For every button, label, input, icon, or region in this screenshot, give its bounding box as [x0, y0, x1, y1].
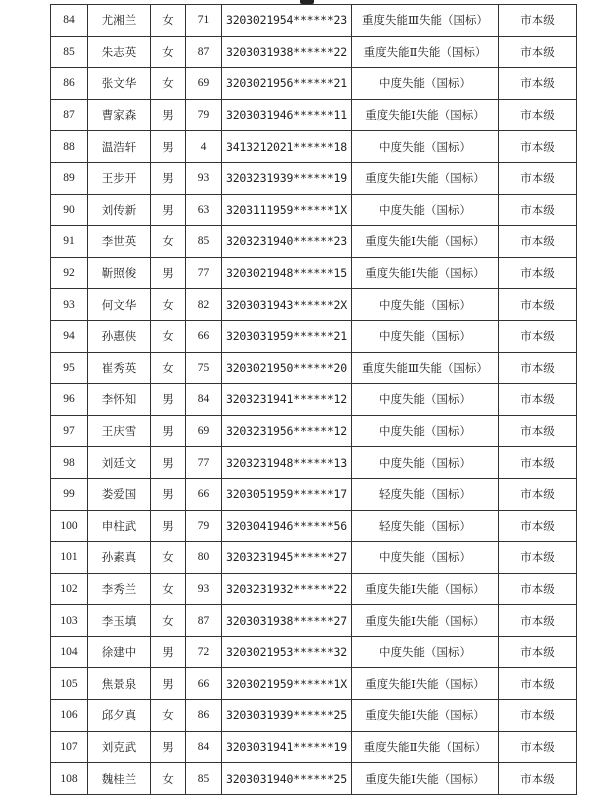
sex-cell: 男 — [151, 99, 186, 131]
jurisdiction-cell: 市本级 — [499, 194, 577, 226]
jurisdiction-cell: 市本级 — [499, 352, 577, 384]
sex-cell: 男 — [151, 668, 186, 700]
name-cell: 刘传新 — [88, 194, 151, 226]
sex-cell: 男 — [151, 162, 186, 194]
table-row — [51, 668, 577, 700]
disability-level-cell: 重度失能Ⅲ失能（国标） — [352, 5, 499, 37]
row-number-cell: 88 — [51, 131, 88, 163]
disability-level-cell: 重度失能Ⅰ失能（国标） — [352, 257, 499, 289]
name-cell: 李怀知 — [88, 384, 151, 416]
id-number-cell: 3203051959******17 — [222, 478, 352, 510]
id-number-cell: 3203021956******21 — [222, 68, 352, 100]
table-row — [51, 194, 577, 226]
row-number-cell: 93 — [51, 289, 88, 321]
name-cell: 尤湘兰 — [88, 5, 151, 37]
age-cell: 71 — [186, 5, 222, 37]
name-cell: 王庆雪 — [88, 415, 151, 447]
table-row — [51, 731, 577, 763]
jurisdiction-cell: 市本级 — [499, 668, 577, 700]
sex-cell: 女 — [151, 605, 186, 637]
disability-level-cell: 中度失能（国标） — [352, 636, 499, 668]
table-row — [51, 573, 577, 605]
sex-cell: 女 — [151, 289, 186, 321]
table-row — [51, 5, 577, 37]
sex-cell: 男 — [151, 636, 186, 668]
jurisdiction-cell: 市本级 — [499, 131, 577, 163]
sex-cell: 女 — [151, 573, 186, 605]
row-number-cell: 90 — [51, 194, 88, 226]
id-number-cell: 3203031943******2X — [222, 289, 352, 321]
sex-cell: 男 — [151, 510, 186, 542]
jurisdiction-cell: 市本级 — [499, 636, 577, 668]
age-cell: 4 — [186, 131, 222, 163]
id-number-cell: 3203021948******15 — [222, 257, 352, 289]
name-cell: 何文华 — [88, 289, 151, 321]
disability-level-cell: 重度失能Ⅱ失能（国标） — [352, 36, 499, 68]
disability-level-cell: 重度失能Ⅱ失能（国标） — [352, 731, 499, 763]
age-cell: 87 — [186, 36, 222, 68]
name-cell: 靳照俊 — [88, 257, 151, 289]
name-cell: 温浩轩 — [88, 131, 151, 163]
disability-level-cell: 中度失能（国标） — [352, 447, 499, 479]
sex-cell: 女 — [151, 5, 186, 37]
row-number-cell: 91 — [51, 226, 88, 258]
row-number-cell: 106 — [51, 700, 88, 732]
table-row — [51, 478, 577, 510]
disability-level-cell: 中度失能（国标） — [352, 194, 499, 226]
row-number-cell: 105 — [51, 668, 88, 700]
name-cell: 王步开 — [88, 162, 151, 194]
disability-level-cell: 中度失能（国标） — [352, 68, 499, 100]
disability-level-cell: 重度失能Ⅰ失能（国标） — [352, 605, 499, 637]
row-number-cell: 96 — [51, 384, 88, 416]
jurisdiction-cell: 市本级 — [499, 700, 577, 732]
age-cell: 69 — [186, 68, 222, 100]
table-row — [51, 384, 577, 416]
sex-cell: 男 — [151, 384, 186, 416]
table-row — [51, 320, 577, 352]
table-row — [51, 162, 577, 194]
sex-cell: 女 — [151, 68, 186, 100]
row-number-cell: 104 — [51, 636, 88, 668]
jurisdiction-cell: 市本级 — [499, 384, 577, 416]
age-cell: 84 — [186, 384, 222, 416]
disability-level-cell: 中度失能（国标） — [352, 384, 499, 416]
row-number-cell: 102 — [51, 573, 88, 605]
disability-roster-table — [50, 4, 577, 795]
disability-level-cell: 重度失能Ⅰ失能（国标） — [352, 573, 499, 605]
jurisdiction-cell: 市本级 — [499, 5, 577, 37]
jurisdiction-cell: 市本级 — [499, 542, 577, 574]
id-number-cell: 3203021954******23 — [222, 5, 352, 37]
row-number-cell: 107 — [51, 731, 88, 763]
id-number-cell: 3203231945******27 — [222, 542, 352, 574]
roster-body — [51, 5, 577, 795]
age-cell: 72 — [186, 636, 222, 668]
sex-cell: 男 — [151, 194, 186, 226]
table-row — [51, 763, 577, 795]
table-row — [51, 352, 577, 384]
row-number-cell: 85 — [51, 36, 88, 68]
id-number-cell: 3203111959******1X — [222, 194, 352, 226]
id-number-cell: 3203041946******56 — [222, 510, 352, 542]
name-cell: 申柱武 — [88, 510, 151, 542]
table-row — [51, 447, 577, 479]
jurisdiction-cell: 市本级 — [499, 162, 577, 194]
name-cell: 娄爱国 — [88, 478, 151, 510]
id-number-cell: 3203031938******22 — [222, 36, 352, 68]
jurisdiction-cell: 市本级 — [499, 573, 577, 605]
sex-cell: 男 — [151, 131, 186, 163]
age-cell: 77 — [186, 257, 222, 289]
age-cell: 93 — [186, 162, 222, 194]
name-cell: 刘克武 — [88, 731, 151, 763]
disability-level-cell: 重度失能Ⅰ失能（国标） — [352, 162, 499, 194]
age-cell: 85 — [186, 226, 222, 258]
row-number-cell: 94 — [51, 320, 88, 352]
jurisdiction-cell: 市本级 — [499, 415, 577, 447]
disability-level-cell: 重度失能Ⅲ失能（国标） — [352, 352, 499, 384]
table-row — [51, 131, 577, 163]
age-cell: 86 — [186, 700, 222, 732]
age-cell: 85 — [186, 763, 222, 795]
id-number-cell: 3203231940******23 — [222, 226, 352, 258]
jurisdiction-cell: 市本级 — [499, 605, 577, 637]
sex-cell: 男 — [151, 731, 186, 763]
id-number-cell: 3203031941******19 — [222, 731, 352, 763]
sex-cell: 女 — [151, 352, 186, 384]
age-cell: 79 — [186, 510, 222, 542]
age-cell: 66 — [186, 478, 222, 510]
id-number-cell: 3203231941******12 — [222, 384, 352, 416]
disability-level-cell: 轻度失能（国标） — [352, 510, 499, 542]
table-row — [51, 415, 577, 447]
name-cell: 徐建中 — [88, 636, 151, 668]
row-number-cell: 95 — [51, 352, 88, 384]
row-number-cell: 101 — [51, 542, 88, 574]
id-number-cell: 3203021953******32 — [222, 636, 352, 668]
row-number-cell: 92 — [51, 257, 88, 289]
sex-cell: 男 — [151, 478, 186, 510]
name-cell: 李玉填 — [88, 605, 151, 637]
disability-level-cell: 中度失能（国标） — [352, 542, 499, 574]
name-cell: 焦景泉 — [88, 668, 151, 700]
sex-cell: 女 — [151, 763, 186, 795]
name-cell: 魏桂兰 — [88, 763, 151, 795]
jurisdiction-cell: 市本级 — [499, 320, 577, 352]
table-row — [51, 289, 577, 321]
table-row — [51, 226, 577, 258]
id-number-cell: 3203021950******20 — [222, 352, 352, 384]
disability-level-cell: 重度失能Ⅰ失能（国标） — [352, 700, 499, 732]
table-row — [51, 700, 577, 732]
disability-level-cell: 重度失能Ⅰ失能（国标） — [352, 763, 499, 795]
table-row — [51, 510, 577, 542]
jurisdiction-cell: 市本级 — [499, 510, 577, 542]
id-number-cell: 3413212021******18 — [222, 131, 352, 163]
disability-level-cell: 中度失能（国标） — [352, 415, 499, 447]
name-cell: 崔秀英 — [88, 352, 151, 384]
age-cell: 80 — [186, 542, 222, 574]
table-row — [51, 36, 577, 68]
sex-cell: 女 — [151, 320, 186, 352]
jurisdiction-cell: 市本级 — [499, 99, 577, 131]
age-cell: 63 — [186, 194, 222, 226]
disability-level-cell: 重度失能Ⅰ失能（国标） — [352, 668, 499, 700]
disability-level-cell: 轻度失能（国标） — [352, 478, 499, 510]
table-row — [51, 99, 577, 131]
age-cell: 84 — [186, 731, 222, 763]
sex-cell: 女 — [151, 542, 186, 574]
jurisdiction-cell: 市本级 — [499, 36, 577, 68]
age-cell: 77 — [186, 447, 222, 479]
name-cell: 孙惠侠 — [88, 320, 151, 352]
name-cell: 邱夕真 — [88, 700, 151, 732]
jurisdiction-cell: 市本级 — [499, 68, 577, 100]
row-number-cell: 99 — [51, 478, 88, 510]
age-cell: 69 — [186, 415, 222, 447]
id-number-cell: 3203231948******13 — [222, 447, 352, 479]
age-cell: 93 — [186, 573, 222, 605]
id-number-cell: 3203231956******12 — [222, 415, 352, 447]
id-number-cell: 3203031959******21 — [222, 320, 352, 352]
table-row — [51, 257, 577, 289]
id-number-cell: 3203231939******19 — [222, 162, 352, 194]
disability-level-cell: 重度失能Ⅰ失能（国标） — [352, 99, 499, 131]
disability-level-cell: 中度失能（国标） — [352, 131, 499, 163]
jurisdiction-cell: 市本级 — [499, 447, 577, 479]
sex-cell: 男 — [151, 415, 186, 447]
table-row — [51, 68, 577, 100]
id-number-cell: 3203031940******25 — [222, 763, 352, 795]
sex-cell: 男 — [151, 257, 186, 289]
id-number-cell: 3203031946******11 — [222, 99, 352, 131]
name-cell: 朱志英 — [88, 36, 151, 68]
name-cell: 曹家森 — [88, 99, 151, 131]
age-cell: 79 — [186, 99, 222, 131]
sex-cell: 男 — [151, 447, 186, 479]
row-number-cell: 98 — [51, 447, 88, 479]
id-number-cell: 3203031938******27 — [222, 605, 352, 637]
disability-level-cell: 中度失能（国标） — [352, 289, 499, 321]
row-number-cell: 86 — [51, 68, 88, 100]
jurisdiction-cell: 市本级 — [499, 763, 577, 795]
age-cell: 87 — [186, 605, 222, 637]
id-number-cell: 3203031939******25 — [222, 700, 352, 732]
name-cell: 李秀兰 — [88, 573, 151, 605]
name-cell: 刘廷文 — [88, 447, 151, 479]
disability-level-cell: 中度失能（国标） — [352, 320, 499, 352]
name-cell: 张文华 — [88, 68, 151, 100]
row-number-cell: 87 — [51, 99, 88, 131]
table-row — [51, 542, 577, 574]
age-cell: 82 — [186, 289, 222, 321]
row-number-cell: 97 — [51, 415, 88, 447]
sex-cell: 女 — [151, 700, 186, 732]
jurisdiction-cell: 市本级 — [499, 731, 577, 763]
disability-level-cell: 重度失能Ⅰ失能（国标） — [352, 226, 499, 258]
age-cell: 66 — [186, 320, 222, 352]
age-cell: 75 — [186, 352, 222, 384]
row-number-cell: 89 — [51, 162, 88, 194]
id-number-cell: 3203231932******22 — [222, 573, 352, 605]
name-cell: 孙素真 — [88, 542, 151, 574]
row-number-cell: 100 — [51, 510, 88, 542]
age-cell: 66 — [186, 668, 222, 700]
jurisdiction-cell: 市本级 — [499, 289, 577, 321]
id-number-cell: 3203021959******1X — [222, 668, 352, 700]
jurisdiction-cell: 市本级 — [499, 226, 577, 258]
row-number-cell: 108 — [51, 763, 88, 795]
row-number-cell: 84 — [51, 5, 88, 37]
name-cell: 李世英 — [88, 226, 151, 258]
sex-cell: 女 — [151, 36, 186, 68]
jurisdiction-cell: 市本级 — [499, 478, 577, 510]
table-row — [51, 605, 577, 637]
row-number-cell: 103 — [51, 605, 88, 637]
sex-cell: 女 — [151, 226, 186, 258]
jurisdiction-cell: 市本级 — [499, 257, 577, 289]
table-row — [51, 636, 577, 668]
